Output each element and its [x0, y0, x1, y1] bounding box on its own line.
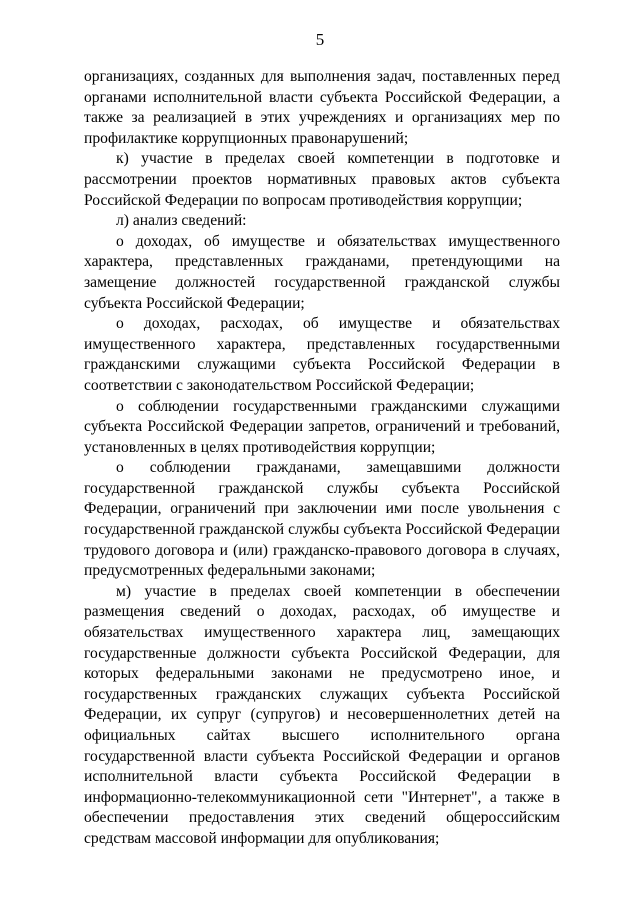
page-number: 5 — [315, 30, 325, 49]
paragraph-subitem-compliance-servants: о соблюдении государственными гражданскими служащими субъекта Российской Федерации запретов, ограничений и требований, установленных в целях противодействия коррупции; — [84, 397, 560, 456]
paragraph-subitem-compliance-former: о соблюдении гражданами, замещавшими должности государственной гражданской службы субъекта Российской Федерации, ограничений при заключении ими после увольнения с государственной гражданской службы субъекта Российской Федерации трудового договора и (или) гражданско-правового договора в случаях, предусмотренных федеральными законами; — [84, 459, 560, 580]
paragraph-item-k: к) участие в пределах своей компетенции в подготовке и рассмотрении проектов нормативных правовых актов субъекта Российской Федерации по вопросам противодействия коррупции; — [84, 150, 560, 209]
paragraph-subitem-income-servants: о доходах, расходах, об имуществе и обязательствах имущественного характера, представленных государственными гражданскими служащими субъекта Российской Федерации в соответствии с законодательством Российской Федерации; — [84, 315, 560, 394]
document-body — [84, 67, 560, 850]
paragraph-continuation: организациях, созданных для выполнения задач, поставленных перед органами исполнительной власти субъекта Российской Федерации, а также за реализацией в этих учреждениях и организациях мер по профилактике коррупционных правонарушений; — [84, 68, 560, 147]
paragraph-subitem-income-candidates: о доходах, об имуществе и обязательствах имущественного характера, представленных гражданами, претендующими на замещение должностей государственной гражданской службы субъекта Российской Федерации; — [84, 232, 560, 312]
paragraph-item-m: м) участие в пределах своей компетенции в обеспечении размещения сведений о доходах, расходах, об имуществе и обязательствах имущественного характера лиц, замещающих государственные должности субъекта Российской Федерации, для которых федеральными законами не предусмотрено иное, и государственных гражданских служащих субъекта Российской Федерации, их супруг (супругов) и несовершеннолетних детей на официальных сайтах высшего исполнительного органа государственной власти субъекта Российской Федерации и органов исполнительной власти субъекта Российской Федерации в информационно-телекоммуникационной сети "Интернет", а также в обеспечении предоставления этих сведений общероссийским средствам массовой информации для опубликования; — [84, 582, 560, 847]
paragraph-item-l: л) анализ сведений: — [116, 212, 247, 230]
